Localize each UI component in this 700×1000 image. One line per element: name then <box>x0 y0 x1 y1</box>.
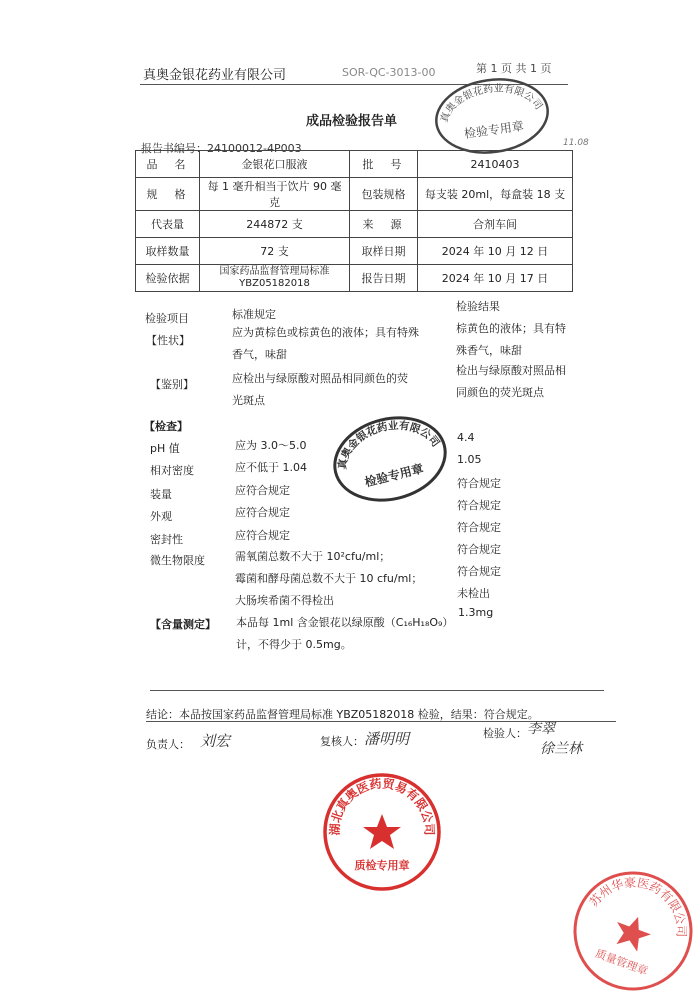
assay-standard-2: 计，不得少于 0.5mg。 <box>236 638 352 651</box>
conclusion-rule-top <box>150 690 604 691</box>
stamp-label: 检验专用章 <box>363 461 425 490</box>
inspection-result: 1.05 <box>457 453 482 466</box>
product-name-label: 品 名 <box>136 151 200 178</box>
sample-qty-value: 72 支 <box>200 238 350 265</box>
batch-number: 2410403 <box>418 151 573 178</box>
inspection-standard: 应为 3.0～5.0 <box>235 439 307 452</box>
report-date-value: 2024 年 10 月 17 日 <box>418 265 573 292</box>
inspector-label: 检验人： <box>483 727 527 740</box>
inspection-result: 符合规定 <box>457 543 501 556</box>
sample-date-label: 取样日期 <box>350 238 418 265</box>
inspection-item: 外观 <box>150 510 172 523</box>
inspection-standard: 需氧菌总数不大于 10²cfu/ml； <box>235 550 391 563</box>
stamp-label: 检验专用章 <box>463 118 525 141</box>
source-label: 来 源 <box>350 211 418 238</box>
reviewer-label: 复核人： <box>320 735 364 748</box>
pack-value: 每支装 20ml，每盒装 18 支 <box>418 178 573 211</box>
stamp-label: 质检专用章 <box>354 859 410 872</box>
character-standard-1: 应为黄棕色或棕黄色的液体；具有特殊 <box>232 326 419 339</box>
assay-result: 1.3mg <box>458 606 494 619</box>
quality-stamp-corner <box>570 868 696 994</box>
stamp-company-text: 湖北真奥医药贸易有限公司 <box>327 776 437 836</box>
inspection-item: 密封性 <box>150 533 183 546</box>
stamp-company-text: 苏州华豪医药有限公司 <box>586 875 689 938</box>
stamp-label: 质量管理章 <box>593 946 650 978</box>
quantity-label: 代表量 <box>136 211 200 238</box>
stamp-company-text: 真奥金银花药业有限公司 <box>439 83 544 125</box>
star-icon <box>610 911 655 954</box>
inspection-item: 相对密度 <box>150 464 194 477</box>
table-row <box>136 265 573 292</box>
inspector-signature-1: 李翠 <box>527 721 555 737</box>
company-name: 真奥金银花药业有限公司 <box>143 68 287 83</box>
table-row <box>136 178 573 211</box>
table-row <box>136 211 573 238</box>
batch-label: 批 号 <box>350 151 418 178</box>
character-standard-2: 香气，味甜 <box>232 348 287 361</box>
report-title: 成品检验报告单 <box>306 114 398 129</box>
basis-label: 检验依据 <box>136 265 200 292</box>
inspection-result: 未检出 <box>457 587 490 600</box>
responsible-label: 负责人： <box>146 738 190 751</box>
document-number: SOR-QC-3013-00 <box>342 66 436 79</box>
svg-text:真奥金银花药业有限公司 <box>433 76 545 126</box>
inspection-result: 符合规定 <box>457 499 501 512</box>
inspection-stamp-top <box>432 76 552 156</box>
identification-standard-2: 光斑点 <box>232 394 265 407</box>
assay-standard-1: 本品每 1ml 含金银花以绿原酸（C₁₆H₁₈O₉） <box>236 616 454 629</box>
inspection-standard: 大肠埃希菌不得检出 <box>235 594 334 607</box>
inspection-result: 符合规定 <box>457 477 501 490</box>
identification-standard-1: 应检出与绿原酸对照品相同颜色的荧 <box>232 372 408 385</box>
table-row <box>136 238 573 265</box>
basis-value <box>200 265 350 292</box>
inspection-standard: 应符合规定 <box>235 529 290 542</box>
quantity-value: 244872 支 <box>200 211 350 238</box>
inspection-stamp-middle <box>330 414 450 504</box>
reviewer-signature: 潘明明 <box>364 730 410 748</box>
inspection-standard: 霉菌和酵母菌总数不大于 10 cfu/ml； <box>235 572 423 585</box>
inspection-item: 微生物限度 <box>150 554 205 567</box>
assay-label: 【含量测定】 <box>150 618 216 631</box>
inspection-item: pH 值 <box>150 442 180 455</box>
inspection-standard: 应符合规定 <box>235 484 290 497</box>
sample-qty-label: 取样数量 <box>136 238 200 265</box>
quality-stamp-red <box>320 770 444 894</box>
basis-line-2: YBZ05182018 <box>239 278 310 289</box>
inspection-standard: 应符合规定 <box>235 506 290 519</box>
corner-note: 11.08 <box>563 138 589 148</box>
inspection-result: 符合规定 <box>457 521 501 534</box>
sample-date-value: 2024 年 10 月 12 日 <box>418 238 573 265</box>
column-standard: 标准规定 <box>232 308 276 321</box>
star-icon <box>363 814 401 849</box>
conclusion-text: 结论：本品按国家药品监督管理局标准 YBZ05182018 检验，结果：符合规定。 <box>146 708 539 721</box>
character-result-1: 棕黄色的液体；具有特 <box>456 322 566 335</box>
inspection-standard: 应不低于 1.04 <box>235 461 307 474</box>
identification-result-2: 同颜色的荧光斑点 <box>456 386 544 399</box>
product-info-table <box>135 150 573 292</box>
spec-label: 规 格 <box>136 178 200 211</box>
pack-label: 包装规格 <box>350 178 418 211</box>
report-number: 报告书编号：24100012-4P003 <box>141 142 302 155</box>
column-result: 检验结果 <box>456 300 500 313</box>
column-item: 检验项目 <box>145 312 189 325</box>
inspection-result: 4.4 <box>457 431 475 444</box>
inspection-item: 装量 <box>150 488 172 501</box>
responsible-signature: 刘宏 <box>200 732 231 750</box>
report-date-label: 报告日期 <box>350 265 418 292</box>
character-result-2: 殊香气，味甜 <box>456 344 522 357</box>
identification-result-1: 检出与绿原酸对照品相 <box>456 364 566 377</box>
spec-value: 每 1 毫升相当于饮片 90 毫克 <box>200 178 350 211</box>
page-indicator: 第 1 页 共 1 页 <box>476 62 552 75</box>
inspection-result: 符合规定 <box>457 565 501 578</box>
inspection-label: 【检查】 <box>144 420 188 433</box>
basis-line-1: 国家药品监督管理局标准 <box>219 266 330 277</box>
inspector-signature-2: 徐兰林 <box>540 741 582 757</box>
identification-label: 【鉴别】 <box>150 378 194 391</box>
character-label: 【性状】 <box>146 334 190 347</box>
stamp-company-text: 真奥金银花药业有限公司 <box>336 419 442 471</box>
source-value: 合剂车间 <box>418 211 573 238</box>
product-name: 金银花口服液 <box>200 151 350 178</box>
